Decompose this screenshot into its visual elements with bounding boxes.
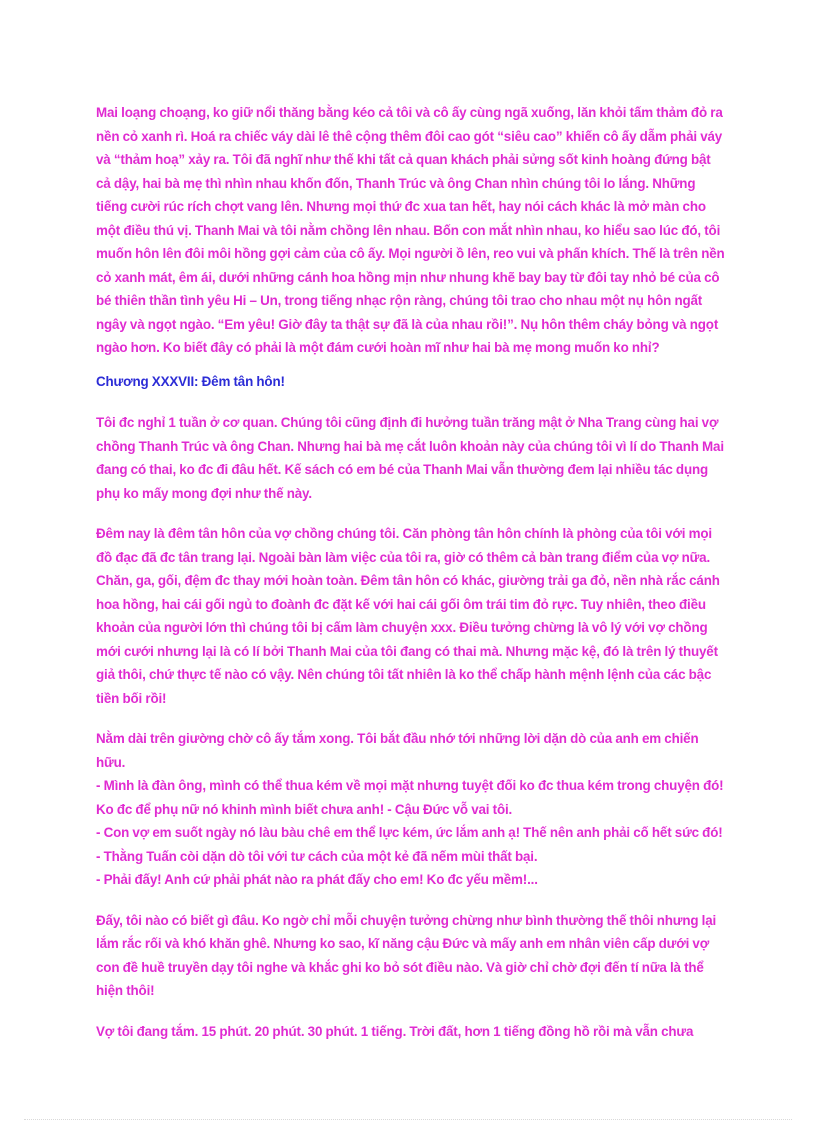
paragraph-wedding-night: Đêm nay là đêm tân hôn của vợ chồng chúng tôi. Căn phòng tân hôn chính là phòng của tôi với mọi đồ đạc đã đc tân trang lại. Ngoài bàn làm việc của tôi ra, giờ có thêm cả bàn trang điểm của vợ nữa. Chăn, ga, gối, đệm đc thay mới hoàn toàn. Đêm tân hôn có khác, giường trải ga đỏ, nền nhà rắc cánh hoa hồng, hai cái gối ngủ to đoành đc đặt kế với hai cái gối ôm trái tim đỏ rực. Tuy nhiên, theo điều khoản của người lớn thì chúng tôi bị cấm làm chuyện xxx. Điều tưởng chừng là vô lý với vợ chồng mới cưới nhưng lại là có lí bởi Thanh Mai của tôi đang có thai mà. Nhưng mặc kệ, đó là trên lý thuyết giả thôi, chứ thực tế nào có vậy. Nên chúng tôi tất nhiên là ko thể chấp hành mệnh lệnh của các bậc tiền bối rồi! [96, 526, 720, 706]
paragraph-wife-bathing: Vợ tôi đang tắm. 15 phút. 20 phút. 30 phút. 1 tiếng. Trời đất, hơn 1 tiếng đồng hồ rồi mà vẫn chưa [96, 1023, 694, 1039]
paragraph-wedding-fall: Mai loạng choạng, ko giữ nổi thăng bằng kéo cả tôi và cô ấy cùng ngã xuống, lăn khỏi tấm thảm đỏ ra nền cỏ xanh rì. Hoá ra chiếc váy dài lê thê cộng thêm đôi cao gót “siêu cao” khiến cô ấy dẫm phải váy và “thảm hoạ” xảy ra. Tôi đã nghĩ như thế khi tất cả quan khách phải sửng sốt kinh hoàng đứng bật cả dậy, hai bà mẹ thì nhìn nhau khốn đốn, Thanh Trúc và ông Chan nhìn chúng tôi lo lắng. Những tiếng cười rúc rích chợt vang lên. Nhưng mọi thứ đc xua tan hết, hay nói cách khác là mở màn cho một điều thú vị. Thanh Mai và tôi nằm chồng lên nhau. Bốn con mắt nhìn nhau, ko hiểu sao lúc đó, tôi muốn hôn lên đôi môi hồng gợi cảm của cô ấy. Mọi người ồ lên, reo vui và phấn khích. Thế là trên nền cỏ xanh mát, êm ái, dưới những cánh hoa hồng mịn như nhung khẽ bay bay từ đôi tay nhỏ bé của cô bé thiên thần tình yêu Hi – Un, trong tiếng nhạc rộn ràng, chúng tôi trao cho nhau một nụ hôn ngất ngây và ngọt ngào. “Em yêu! Giờ đây ta thật sự đã là của nhau rồi!”. Nụ hôn thêm cháy bỏng và ngọt ngào hơn. Ko biết đây có phải là một đám cưới hoàn mĩ như hai bà mẹ mong muốn ko nhỉ? [96, 105, 725, 355]
paragraph-waiting: Nằm dài trên giường chờ cô ấy tắm xong. Tôi bắt đầu nhớ tới những lời dặn dò của anh em chiến hữu. [96, 731, 699, 770]
dialogue-line-third: - Phải đấy! Anh cứ phải phát nào ra phát đấy cho em! Ko đc yếu mềm!... [96, 872, 538, 887]
page-bottom-divider [24, 1119, 792, 1120]
dialogue-line-duc: - Mình là đàn ông, mình có thể thua kém về mọi mặt nhưng tuyệt đối ko đc thua kém trong chuyện đó! Ko đc để phụ nữ nó khinh mình biết chưa anh! - Cậu Đức vỗ vai tôi. [96, 778, 724, 817]
dialogue-line-tuan: - Con vợ em suốt ngày nó làu bàu chê em thể lực kém, ức lắm anh ạ! Thế nên anh phải cố hết sức đó! - Thằng Tuấn còi dặn dò tôi với tư cách của một kẻ đã nếm mùi thất bại. [96, 825, 723, 864]
paragraph-lessons: Đấy, tôi nào có biết gì đâu. Ko ngờ chỉ mỗi chuyện tưởng chừng như bình thường thế thôi nhưng lại lắm rắc rối và khó khăn ghê. Nhưng ko sao, kĩ năng cậu Đức và mấy anh em nhân viên cấp dưới vợ con đề huề truyền dạy tôi nghe và khắc ghi ko bỏ sót điều nào. Và giờ chỉ chờ đợi đến tí nữa là thể hiện thôi! [96, 912, 717, 998]
chapter-heading: Chương XXXVII: Đêm tân hôn! [96, 373, 285, 389]
document-page [96, 101, 728, 1043]
paragraph-honeymoon: Tôi đc nghỉ 1 tuần ở cơ quan. Chúng tôi cũng định đi hưởng tuần trăng mật ở Nha Trang cùng hai vợ chồng Thanh Trúc và ông Chan. Nhưng hai bà mẹ cắt luôn khoản này của chúng tôi vì lí do Thanh Mai đang có thai, ko đc đi đâu hết. Kế sách có em bé của Thanh Mai vẫn thường đem lại nhiều tác dụng phụ ko mấy mong đợi như thế này. [96, 415, 724, 501]
